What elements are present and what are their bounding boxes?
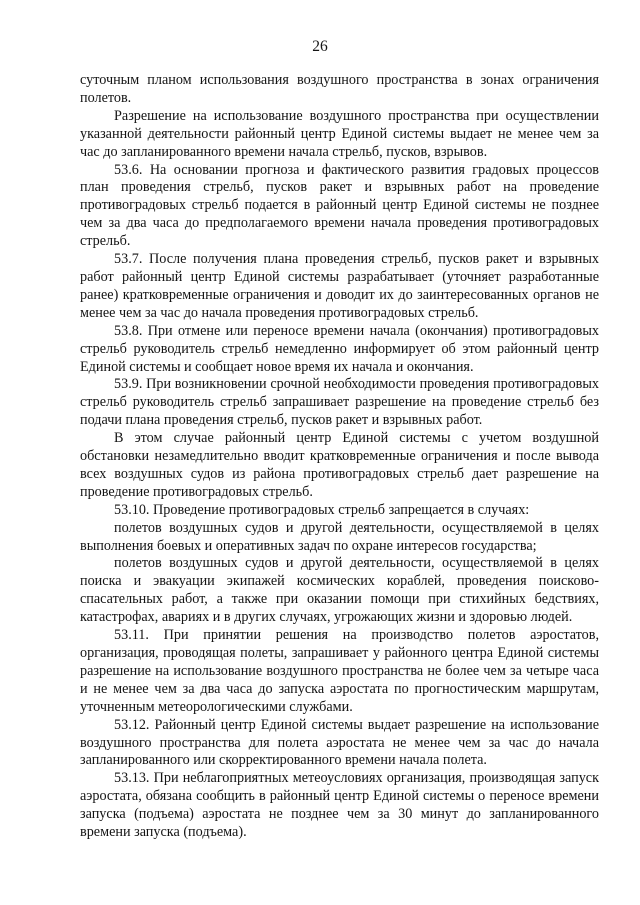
paragraph: В этом случае районный центр Единой системы с учетом воздушной обстановки незамедлительно вводит кратковременные ограничения и после вывода всех воздушных судов из района противоградовых стрельб дает разрешение на проведение противоградовых стрельб. xyxy=(80,430,599,500)
paragraph: полетов воздушных судов и другой деятельности, осуществляемой в целях выполнения боевых и оперативных задач по охране интересов государства; xyxy=(80,519,599,554)
paragraph: 53.11. При принятии решения на производство полетов аэростатов, организация, проводящая полеты, запрашивает у районного центра Единой системы разрешение на использование воздушного пространства не более чем за четыре часа и не менее чем за два часа до запуска аэростата по прогностическим маршрутам, уточненным метеорологическими службами. xyxy=(80,627,599,715)
page-number: 26 xyxy=(312,38,328,55)
body-text xyxy=(80,72,599,842)
paragraph: 53.8. При отмене или переносе времени начала (окончания) противоградовых стрельб руководитель стрельб немедленно информирует об этом районный центр Единой системы и сообщает новое время их начала и окончания. xyxy=(80,322,599,375)
paragraph: 53.13. При неблагоприятных метеоусловиях организация, производящая запуск аэростата, обязана сообщить в районный центр Единой системы о переносе времени запуска (подъема) аэростата не позднее чем за 30 минут до запланированного времени запуска (подъема). xyxy=(80,770,599,841)
paragraph: 53.12. Районный центр Единой системы выдает разрешение на использование воздушного пространства для полета аэростата не менее чем за час до начала запланированного или скорректированного времени начала полета. xyxy=(80,716,599,769)
paragraph: полетов воздушных судов и другой деятельности, осуществляемой в целях поиска и эвакуации экипажей космических кораблей, проведения поисково-спасательных работ, а также при оказании помощи при стихийных бедствиях, катастрофах, авариях и в других случаях, угрожающих жизни и здоровью людей. xyxy=(80,555,599,626)
paragraph: 53.6. На основании прогноза и фактического развития градовых процессов план проведения стрельб, пусков ракет и взрывных работ на проведение противоградовых стрельб подается в районный центр Единой системы не позднее чем за два часа до предполагаемого времени начала проведения противоградовых стрельб. xyxy=(80,161,599,250)
paragraph: 53.9. При возникновении срочной необходимости проведения противоградовых стрельб руководитель стрельб запрашивает разрешение на проведение стрельб без подачи плана проведения стрельб, пусков ракет и взрывных работ. xyxy=(80,376,599,429)
paragraph: суточным планом использования воздушного пространства в зонах ограничения полетов. xyxy=(80,72,599,106)
paragraph: 53.10. Проведение противоградовых стрельб запрещается в случаях: xyxy=(114,501,530,518)
paragraph: 53.7. После получения плана проведения стрельб, пусков ракет и взрывных работ районный центр Единой системы разрабатывает (уточняет разработанные ранее) кратковременные ограничения и доводит их до заинтересованных органов не менее чем за час до начала проведения противоградовых стрельб. xyxy=(80,251,599,321)
paragraph: Разрешение на использование воздушного пространства при осуществлении указанной деятельности районный центр Единой системы выдает не менее чем за час до запланированного времени начала стрельб, пусков, взрывов. xyxy=(80,107,599,160)
